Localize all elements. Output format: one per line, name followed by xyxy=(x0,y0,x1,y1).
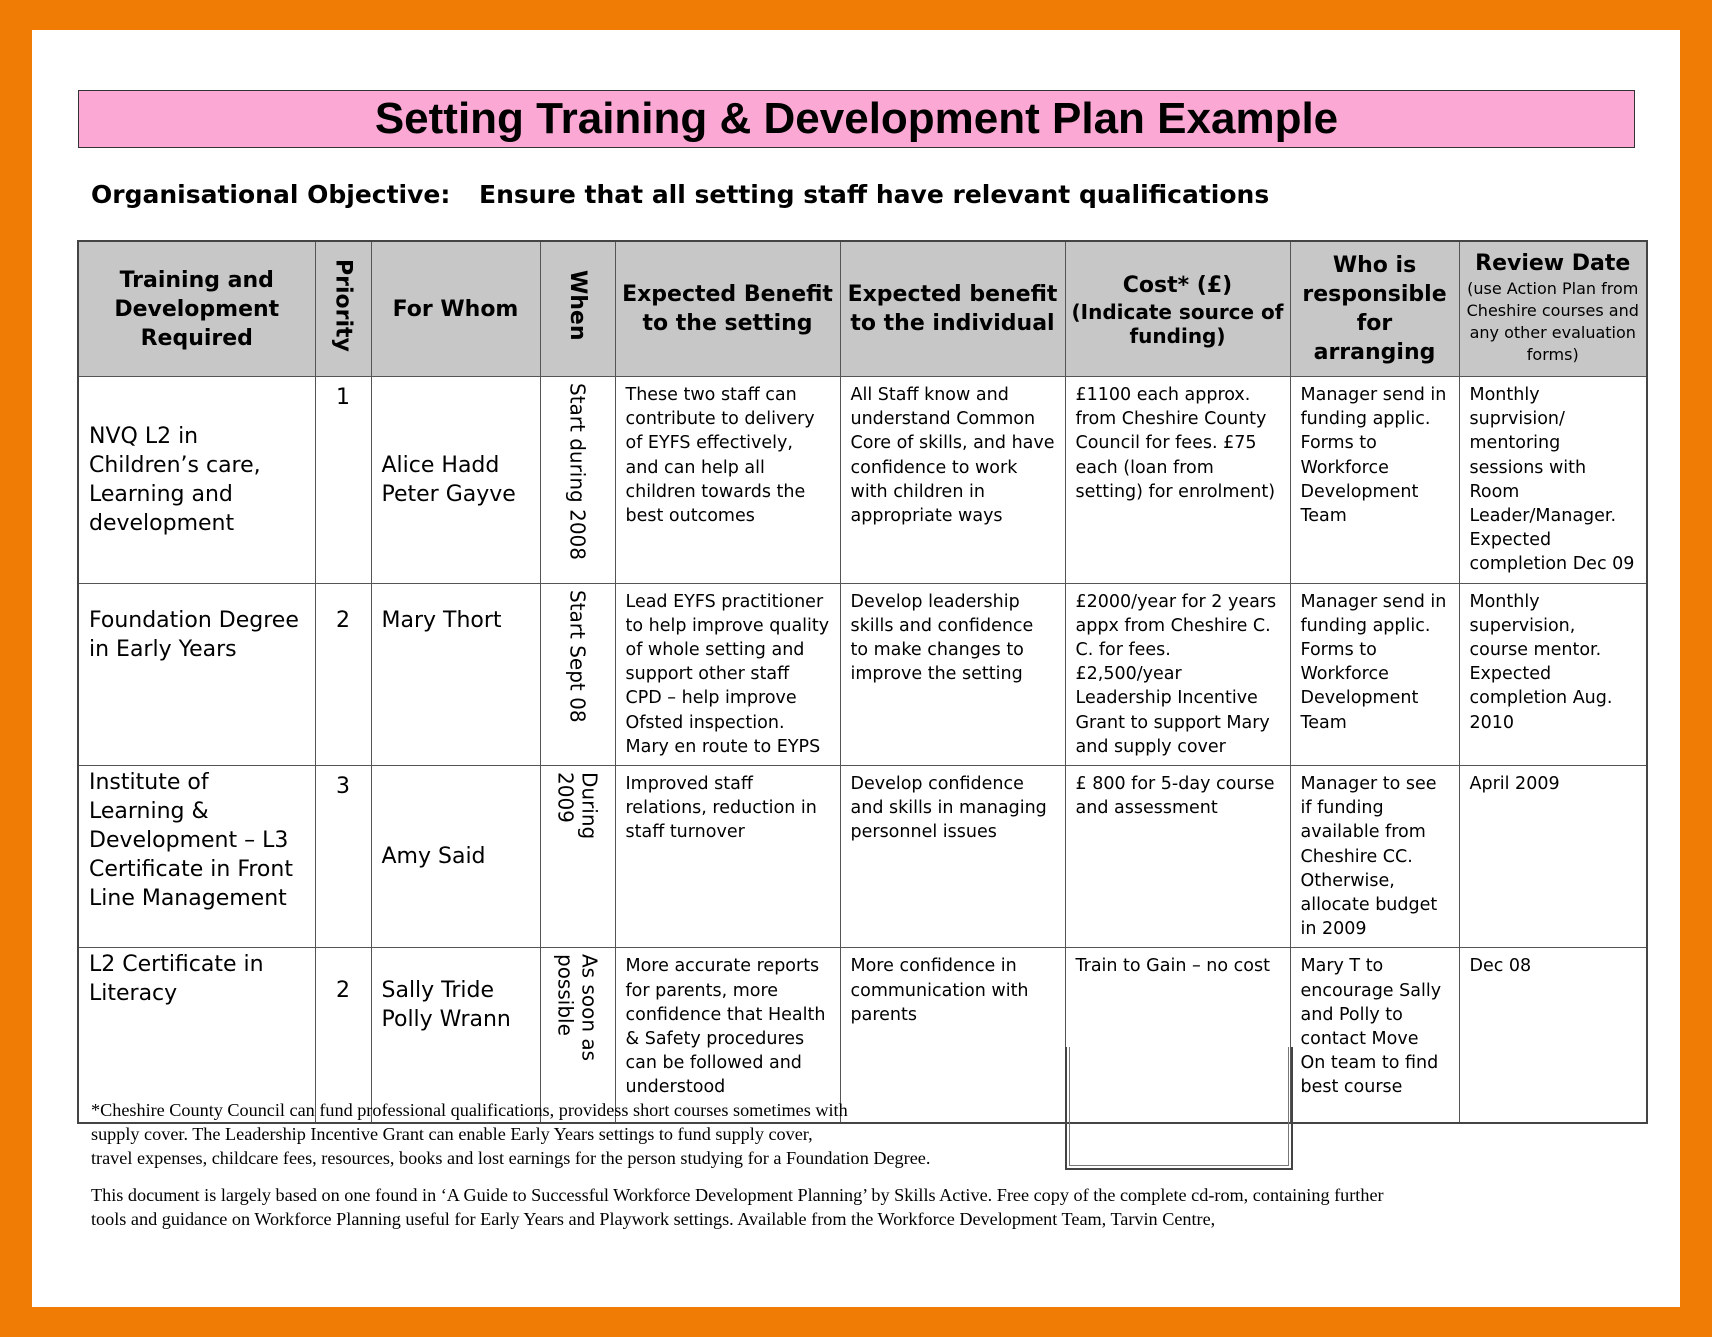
cell-benefit-setting: Improved staff relations, reduction in staff turnover xyxy=(615,766,840,948)
cell-benefit-individual: Develop leadership skills and confidence to make changes to improve the setting xyxy=(840,583,1065,765)
cell-responsible: Mary T to encourage Sally and Polly to contact Move On team to find best course xyxy=(1290,948,1459,1123)
funding-footnote: *Cheshire County Council can fund professional qualifications, providess short courses sometimes with supply cover. The Leadership Incentive Grant can enable Early Years settings to fund supply cover, travel expenses, childcare fees, resources, books and lost earnings for the person studying for a Foundation Degree. xyxy=(91,1100,931,1168)
header-priority: Priority xyxy=(315,241,371,377)
cell-cost: Train to Gain – no cost xyxy=(1065,948,1290,1123)
cell-when: Start during 2008 xyxy=(540,377,615,584)
table-row xyxy=(78,583,1647,765)
table-row xyxy=(78,377,1647,584)
cell-training: L2 Certificate in Literacy xyxy=(78,948,315,1123)
cell-benefit-setting: These two staff can contribute to delivery of EYFS effectively, and can help all children towards the best outcomes xyxy=(615,377,840,584)
cell-responsible: Manager send in funding applic. Forms to Workforce Development Team xyxy=(1290,583,1459,765)
header-responsible: Who is responsible for arranging xyxy=(1290,241,1459,377)
cell-review: April 2009 xyxy=(1459,766,1647,948)
header-benefit-setting: Expected Benefit to the setting xyxy=(615,241,840,377)
cell-training: Foundation Degree in Early Years xyxy=(78,583,315,765)
cell-when: Start Sept 08 xyxy=(540,583,615,765)
empty-cost-box xyxy=(1065,1047,1293,1170)
cell-for-whom: Mary Thort xyxy=(371,583,540,765)
cell-benefit-individual: Develop confidence and skills in managing personnel issues xyxy=(840,766,1065,948)
cell-training: Institute of Learning & Development – L3 Certificate in Front Line Management xyxy=(78,766,315,948)
header-review-note: (use Action Plan from Cheshire courses and any other evaluation forms) xyxy=(1466,278,1639,364)
header-review: Review Date (use Action Plan from Cheshire courses and any other evaluation forms) xyxy=(1459,241,1647,377)
cell-benefit-individual: All Staff know and understand Common Core of skills, and have confidence to work with children in appropriate ways xyxy=(840,377,1065,584)
cell-for-whom: Amy Said xyxy=(371,766,540,948)
table-row xyxy=(78,948,1647,1123)
header-training: Training and Development Required xyxy=(78,241,315,377)
header-cost: Cost* (£) (Indicate source of funding) xyxy=(1065,241,1290,377)
cell-cost: £1100 each approx. from Cheshire County Council for fees. £75 each (loan from setting) for enrolment) xyxy=(1065,377,1290,584)
table-row xyxy=(78,766,1647,948)
cell-priority: 2 xyxy=(315,948,371,1123)
header-row xyxy=(78,241,1647,377)
header-for-whom: For Whom xyxy=(371,241,540,377)
cell-review: Dec 08 xyxy=(1459,948,1647,1123)
source-note: This document is largely based on one found in ‘A Guide to Successful Workforce Development Planning’ by Skills Active. Free copy of the complete cd-rom, containing further tools and guidance on Workforce Planning useful for Early Years and Playwork settings. Available from the Workforce Development Team, Tarvin Centre, xyxy=(91,1185,1384,1229)
cell-for-whom: Alice Hadd Peter Gayve xyxy=(371,377,540,584)
header-benefit-individual: Expected benefit to the individual xyxy=(840,241,1065,377)
cell-for-whom: Sally Tride Polly Wrann xyxy=(371,948,540,1123)
objective-label: Organisational Objective: xyxy=(91,180,451,209)
cell-priority: 2 xyxy=(315,583,371,765)
cell-when: During 2009 xyxy=(540,766,615,948)
cell-review: Monthly suprvision/ mentoring sessions with Room Leader/Manager. Expected completion Dec 09 xyxy=(1459,377,1647,584)
cell-responsible: Manager send in funding applic. Forms to Workforce Development Team xyxy=(1290,377,1459,584)
objective-text: Ensure that all setting staff have relevant qualifications xyxy=(479,180,1270,209)
header-when: When xyxy=(540,241,615,377)
training-plan-table xyxy=(77,240,1648,1124)
cell-priority: 3 xyxy=(315,766,371,948)
cell-review: Monthly supervision, course mentor. Expected completion Aug. 2010 xyxy=(1459,583,1647,765)
page-title: Setting Training & Development Plan Example xyxy=(78,90,1635,148)
organisational-objective xyxy=(91,180,1269,209)
cell-responsible: Manager to see if funding available from Cheshire CC. Otherwise, allocate budget in 2009 xyxy=(1290,766,1459,948)
cell-benefit-setting: Lead EYFS practitioner to help improve quality of whole setting and support other staff CPD – help improve Ofsted inspection. Mary en route to EYPS xyxy=(615,583,840,765)
document-page xyxy=(32,30,1680,1307)
cell-cost: £ 800 for 5-day course and assessment xyxy=(1065,766,1290,948)
cell-when: As soon as possible xyxy=(540,948,615,1123)
cell-training: NVQ L2 in Children’s care, Learning and development xyxy=(78,377,315,584)
cell-priority: 1 xyxy=(315,377,371,584)
cell-benefit-setting: More accurate reports for parents, more confidence that Health & Safety procedures can be followed and understood xyxy=(615,948,840,1123)
cell-benefit-individual: More confidence in communication with parents xyxy=(840,948,1065,1123)
header-cost-note: (Indicate source of funding) xyxy=(1071,299,1284,348)
cell-cost: £2000/year for 2 years appx from Cheshire C. C. for fees. £2,500/year Leadership Incentive Grant to support Mary and supply cover xyxy=(1065,583,1290,765)
